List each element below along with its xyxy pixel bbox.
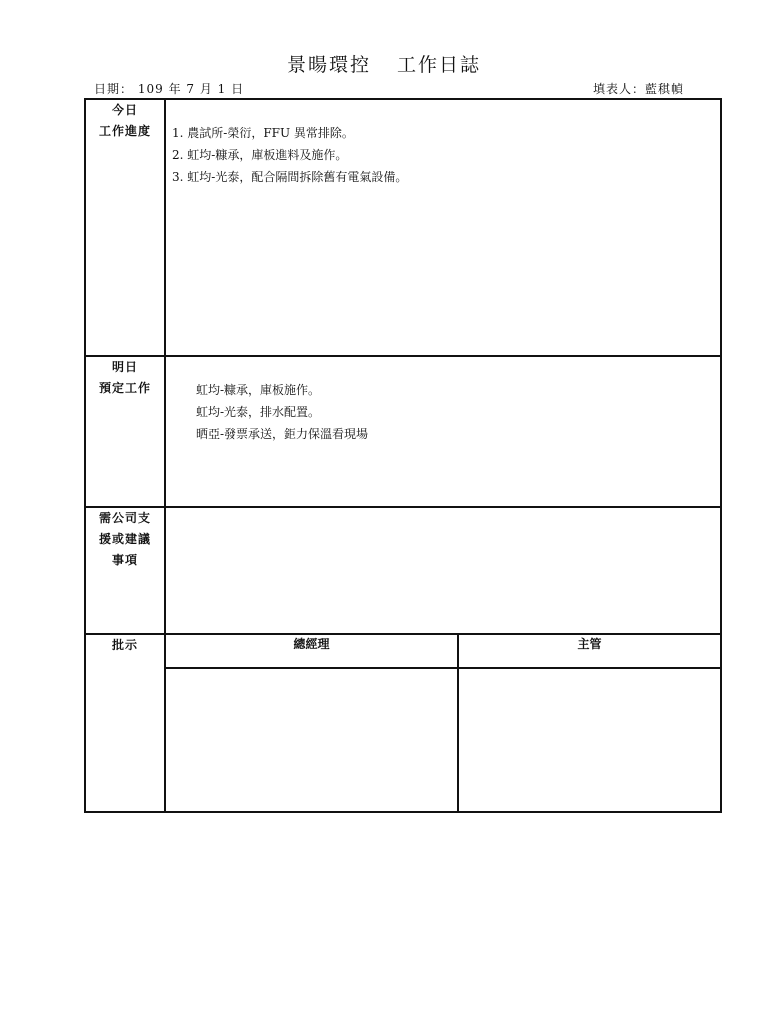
tomorrow-item: 虹均-糠承，庫板施作。 xyxy=(196,383,321,397)
today-item: 3. 虹均-光泰，配合隔間拆除舊有電氣設備。 xyxy=(172,170,408,184)
tomorrow-item: 虹均-光泰，排水配置。 xyxy=(196,405,321,419)
tomorrow-item: 晒亞-發票承送，鉅力保溫看現場 xyxy=(196,427,369,441)
today-label: 今日 工作進度 xyxy=(85,99,165,356)
support-row xyxy=(85,507,721,634)
tomorrow-label: 明日 預定工作 xyxy=(85,356,165,507)
support-label: 需公司支 援或建議 事項 xyxy=(85,507,165,634)
supervisor-signature xyxy=(458,668,721,812)
title-doc: 工作日誌 xyxy=(397,54,482,76)
date-field xyxy=(94,80,244,97)
approval-label: 批示 xyxy=(85,634,165,812)
today-item: 1. 農試所-榮衍，FFU 異常排除。 xyxy=(172,126,354,140)
tomorrow-row xyxy=(85,356,721,507)
general-manager-signature xyxy=(165,668,458,812)
today-item: 2. 虹均-糠承，庫板進料及施作。 xyxy=(172,148,348,162)
title-company: 景暘環控 xyxy=(286,54,371,76)
filler-field xyxy=(593,80,684,97)
today-row xyxy=(85,99,721,356)
filler-label: 填表人： xyxy=(592,82,645,96)
approval-header-row xyxy=(85,634,721,668)
support-content xyxy=(165,507,721,634)
work-log-table xyxy=(84,98,722,813)
general-manager-header: 總經理 xyxy=(165,634,458,668)
page-title xyxy=(0,50,768,77)
supervisor-header: 主管 xyxy=(458,634,721,668)
filler-name: 藍稘幀 xyxy=(644,82,684,96)
tomorrow-content xyxy=(165,356,721,507)
date-value: 109 年 7 月 1 日 xyxy=(137,82,245,96)
today-content xyxy=(165,99,721,356)
approval-signature-row xyxy=(85,668,721,812)
date-label: 日期： xyxy=(94,82,134,96)
